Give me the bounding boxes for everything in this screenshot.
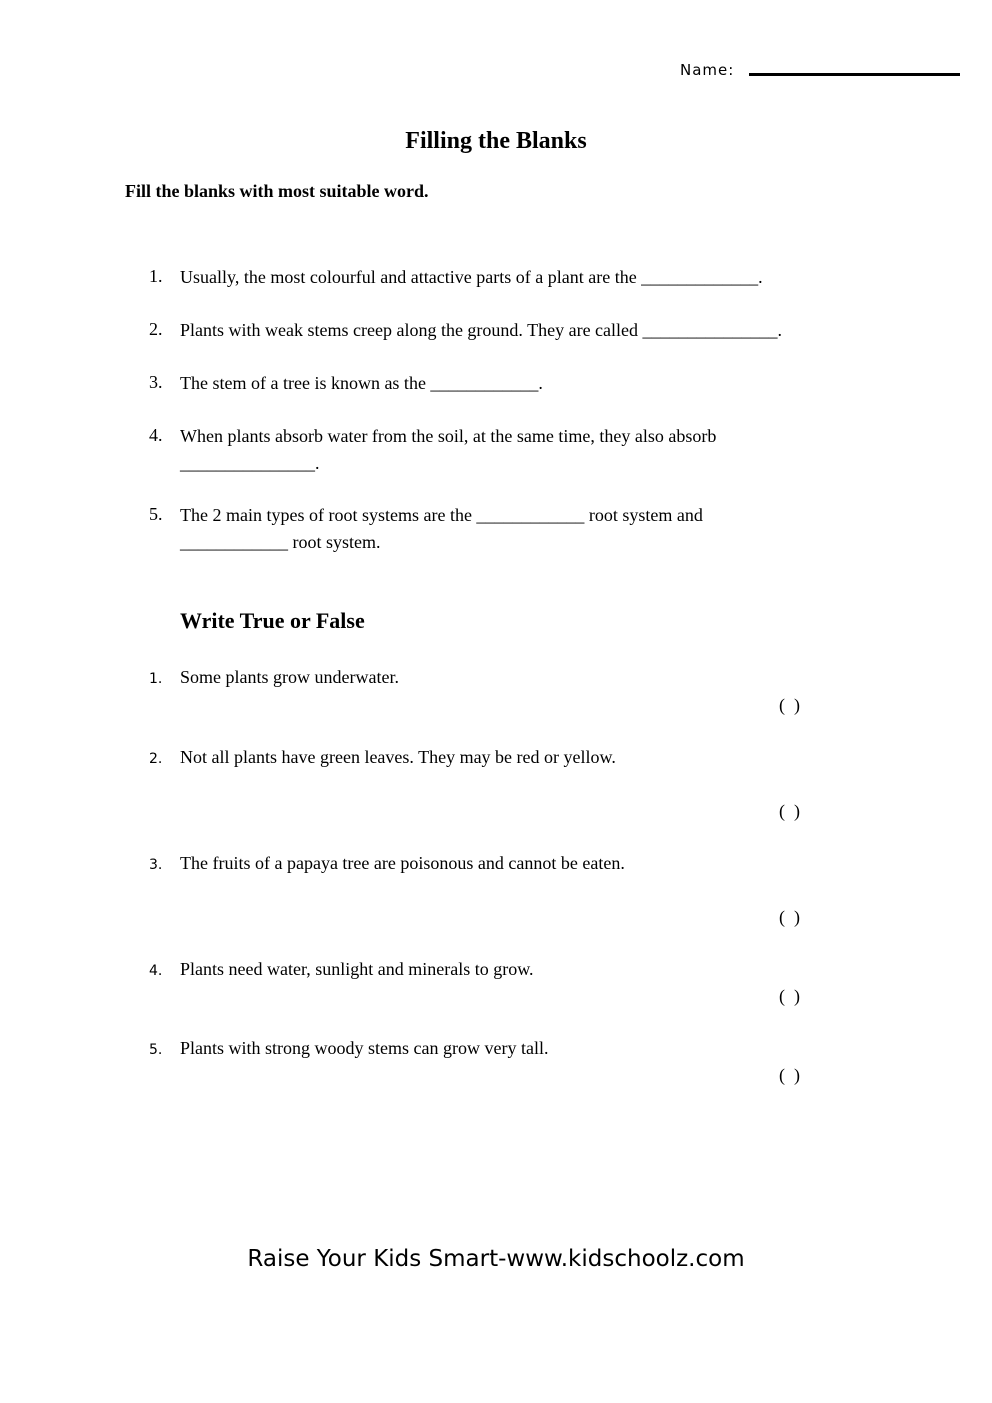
answer-brackets[interactable]: ( )	[779, 695, 800, 715]
question-number: 4.	[149, 425, 163, 445]
answer-brackets[interactable]: ( )	[779, 907, 800, 927]
question-number: 5.	[149, 504, 163, 524]
question-number: 3.	[149, 857, 163, 873]
question-number: 4.	[149, 963, 163, 979]
fill-blank-question-line-2: ____________ root system.	[180, 532, 381, 552]
true-false-statement: The fruits of a papaya tree are poisonous and cannot be eaten.	[180, 853, 625, 873]
fill-blank-question-line-1: The 2 main types of root systems are the ____________ root system and	[180, 505, 703, 525]
answer-brackets[interactable]: ( )	[779, 801, 800, 821]
question-number: 3.	[149, 372, 163, 392]
true-false-statement: Plants with strong woody stems can grow very tall.	[180, 1038, 549, 1058]
instruction-text: Fill the blanks with most suitable word.	[125, 181, 429, 201]
answer-brackets[interactable]: ( )	[779, 1065, 800, 1085]
footer-text: Raise Your Kids Smart-www.kidschoolz.com	[247, 1246, 745, 1272]
name-label: Name:	[680, 61, 735, 79]
question-number: 1.	[149, 671, 163, 687]
fill-blank-question: The stem of a tree is known as the ____________.	[180, 373, 543, 393]
name-blank-line[interactable]	[749, 73, 960, 76]
true-false-statement: Some plants grow underwater.	[180, 667, 399, 687]
true-false-statement: Plants need water, sunlight and minerals to grow.	[180, 959, 534, 979]
answer-brackets[interactable]: ( )	[779, 986, 800, 1006]
page-title: Filling the Blanks	[405, 128, 587, 154]
fill-blank-question-line-1: When plants absorb water from the soil, at the same time, they also absorb	[180, 426, 717, 446]
fill-blank-question-line-2: _______________.	[180, 453, 320, 473]
question-number: 5.	[149, 1042, 163, 1058]
question-number: 2.	[149, 751, 163, 767]
fill-blank-question: Usually, the most colourful and attactive parts of a plant are the _____________.	[180, 267, 763, 287]
true-false-statement: Not all plants have green leaves. They may be red or yellow.	[180, 747, 616, 767]
fill-blank-question: Plants with weak stems creep along the ground. They are called _______________.	[180, 320, 783, 340]
question-number: 2.	[149, 319, 163, 339]
question-number: 1.	[149, 266, 163, 286]
section-heading-true-false: Write True or False	[180, 608, 365, 633]
